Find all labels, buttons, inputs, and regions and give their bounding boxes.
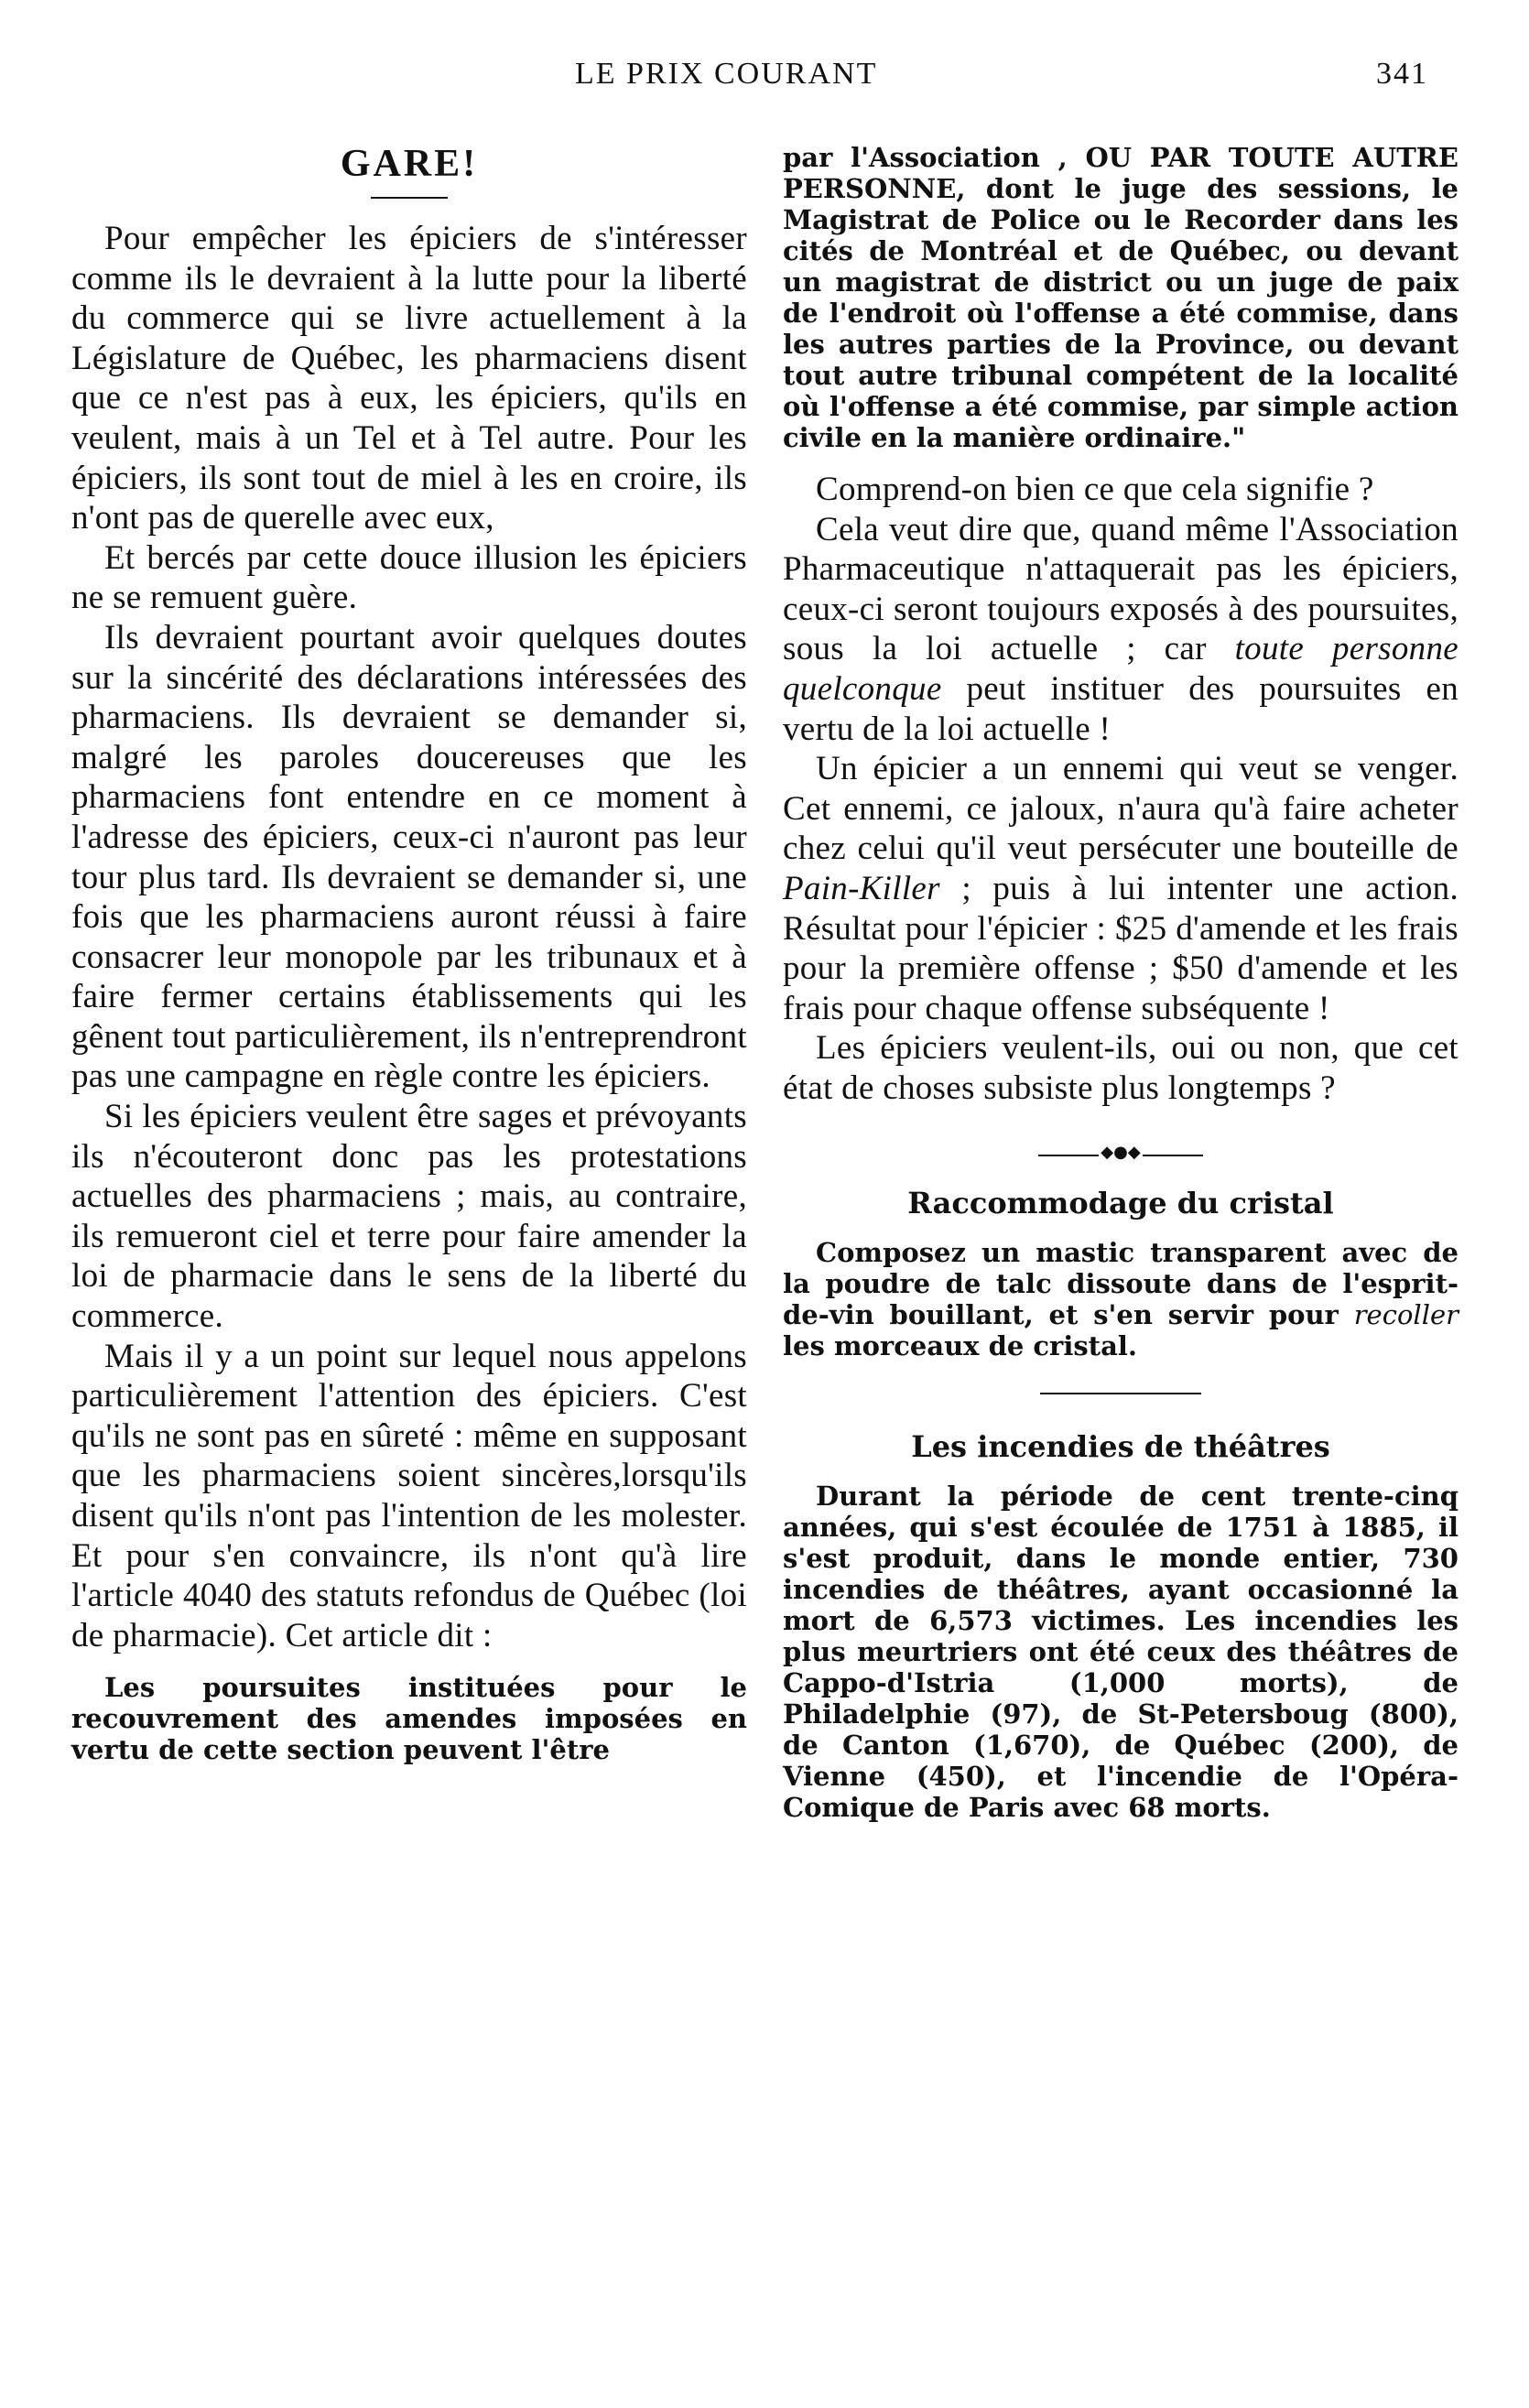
emphasis: Pain-Killer (783, 869, 940, 907)
paragraph (783, 749, 1459, 1028)
paragraph-text: ; puis à lui intenter une action. Résultat pour l'épicier : $25 d'amende et les frais pour la première offense ; $50 d'amende et les frais pour chaque offense subséquente ! (783, 869, 1459, 1027)
section-text-part: les morceaux de cristal. (783, 1329, 1137, 1361)
emphasis: recoller (1353, 1298, 1459, 1330)
left-column (71, 142, 747, 1765)
spacer (71, 1655, 747, 1672)
section-text (783, 1237, 1459, 1361)
paragraph: Mais il y a un point sur lequel nous appelons particulièrement l'attention des épiciers. C'est qu'ils ne sont pas en sûreté : même en supposant que les pharmaciens soient sincères,lorsqu'ils disent qu'ils n'ont pas l'intention de les molester. Et pour s'en convaincre, ils n'ont qu'à lire l'article 4040 des statuts refondus de Québec (loi de pharmacie). Cet article dit : (71, 1337, 747, 1654)
law-quote-end: par l'Association , OU PAR TOUTE AUTRE PERSONNE, dont le juge des sessions, le Magistrat de Police ou le Recorder dans les cités de Montréal et de Québec, ou devant un magistrat de district ou un juge de paix de l'endroit où l'offense a été commise, dans les autres parties de la Province, ou devant tout autre tribunal compétent de la localité où l'offense a été commise, par simple action civile en la manière ordinaire." (783, 142, 1459, 453)
section-text: Durant la période de cent trente-cinq années, qui s'est écoulée de 1751 à 1885, il s'est produit, dans le monde entier, 730 incendies de théâtres, ayant occasionné la mort de 6,573 victimes. Les incendies les plus meurtriers ont été ceux des théâtres de Cappo-d'Istria (1,000 morts), de Philadelphie (97), de St-Petersboug (800), de Canton (1,670), de Québec (200), de Vienne (450), et l'incendie de l'Opéra-Comique de Paris avec 68 morts. (783, 1480, 1459, 1823)
article-heading-gare: GARE! (340, 143, 479, 185)
section-title-theatres: Les incendies de théâtres (911, 1428, 1330, 1464)
right-column (783, 142, 1459, 1823)
ornament-divider (1038, 1142, 1203, 1162)
paragraph: Si les épiciers veulent être sages et prévoyants ils n'écouteront donc pas les protestations actuelles des pharmaciens ; mais, au contraire, ils remueront ciel et terre pour faire amender la loi de pharmacie dans le sens de la liberté du commerce. (71, 1098, 747, 1336)
section-text-part: Composez un mastic transparent avec de la poudre de talc dissoute dans de l'esprit-de-vin bouillant, et s'en servir pour (783, 1236, 1459, 1330)
ornament-line (1038, 1155, 1099, 1156)
law-quote-start: Les poursuites instituées pour le recouvrement des amendes imposées en vertu de cette section peuvent l'être (71, 1672, 747, 1766)
paragraph: Pour empêcher les épiciers de s'intéresser comme ils le devraient à la lutte pour la liberté du commerce qui se livre actuellement à la Législature de Québec, les pharmaciens disent que ce n'est pas à eux, les épiciers, qu'ils en veulent, mais à un Tel et à Tel autre. Pour les épiciers, ils sont tout de miel à les en croire, ils n'ont pas de querelle avec eux, (71, 220, 747, 537)
paragraph: Et bercés par cette douce illusion les épiciers ne se remuent guère. (71, 538, 747, 617)
spacer (783, 453, 1459, 470)
paragraph: Ils devraient pourtant avoir quelques doutes sur la sincérité des déclarations intéressées des pharmaciens. Ils devraient se demander si, malgré les paroles doucereuses que les pharmaciens font entendre en ce moment à l'adresse des épiciers, ceux-ci n'auront pas leur tour plus tard. Ils devraient se demander si, une fois que les pharmaciens auront réussi à faire consacrer leur monopole par les tribunaux et à faire fermer certains établissements qui les gênent tout particulièrement, ils n'entreprendront pas une campagne en règle contre les épiciers. (71, 618, 747, 1096)
section-rule (1040, 1393, 1201, 1394)
running-title: LE PRIX COURANT (575, 57, 878, 91)
page-number: 341 (1376, 57, 1428, 91)
paragraph-text: peut instituer des poursuites en vertu de la loi actuelle ! (783, 669, 1459, 748)
ornament-line (1143, 1155, 1203, 1156)
paragraph-text: Un épicier a un ennemi qui veut se venger. Cet ennemi, ce jaloux, n'aura qu'à faire acheter chez celui qu'il veut persécuter une bouteille de (783, 750, 1459, 868)
paragraph-text: Cela veut dire que, quand même l'Association Pharmaceutique n'attaquerait pas les épiciers, ceux-ci seront toujours exposés à des poursuites, sous la loi actuelle ; car (783, 510, 1459, 668)
diamond-ornament-icon: ◆●◆ (1101, 1142, 1141, 1162)
running-head (0, 57, 1529, 103)
section-title-cristal: Raccommodage du cristal (907, 1185, 1334, 1220)
heading-rule (371, 197, 448, 199)
emphasis: toute personne quelconque (783, 630, 1459, 708)
paragraph: Comprend-on bien ce que cela signifie ? (816, 471, 1374, 508)
paragraph (783, 510, 1459, 750)
paragraph: Les épiciers veulent-ils, oui ou non, que cet état de choses subsiste plus longtemps ? (783, 1029, 1459, 1107)
